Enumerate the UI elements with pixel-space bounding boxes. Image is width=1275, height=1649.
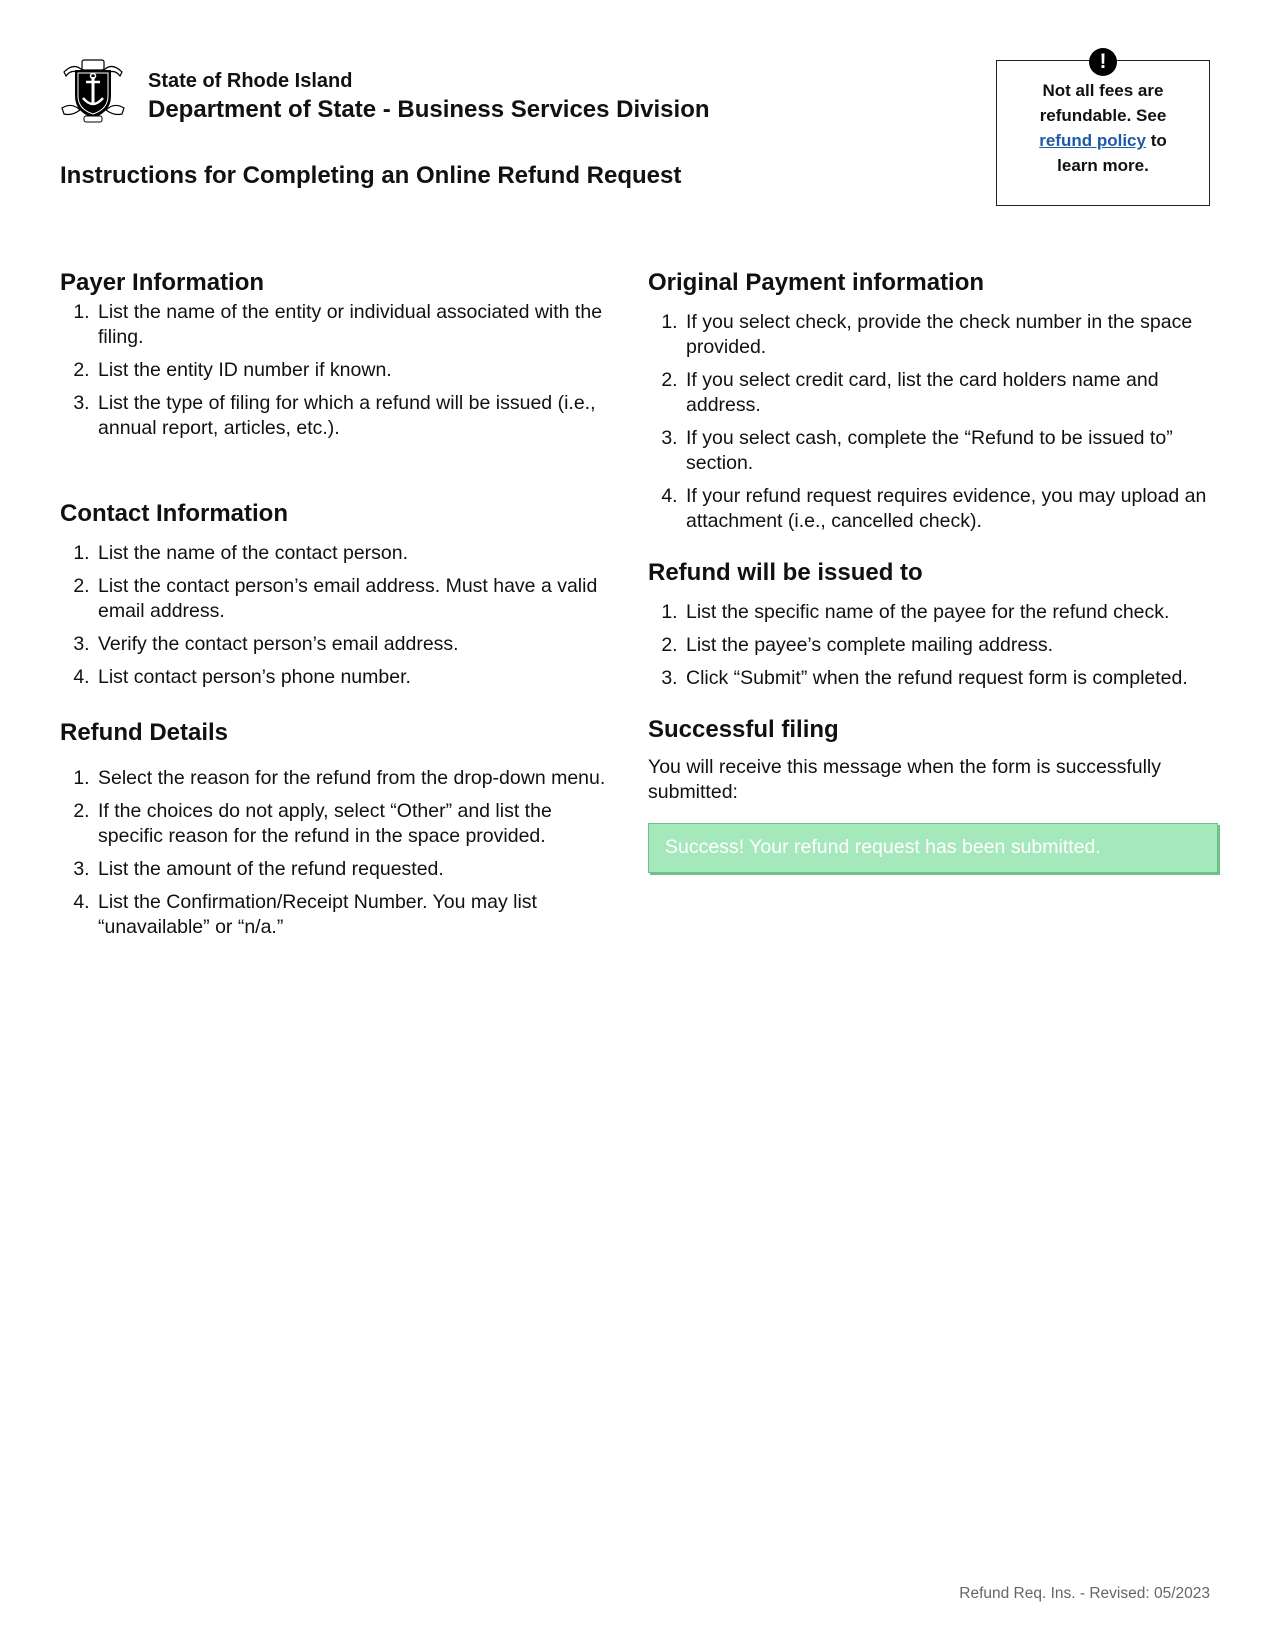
notice-line-2: refundable. See — [1039, 106, 1167, 125]
refund-policy-link[interactable]: refund policy — [1039, 131, 1146, 150]
list-item: 4. If your refund request requires evidence, you may upload an attachment (i.e., cancelled check). — [683, 484, 1218, 534]
org-name-division: Department of State - Business Services Division — [148, 96, 710, 123]
refund-issued-to-heading: Refund will be issued to — [648, 559, 923, 586]
contact-information-heading: Contact Information — [60, 500, 288, 527]
list-item: 1. List the name of the contact person. — [95, 541, 620, 566]
revision-footer: Refund Req. Ins. - Revised: 05/2023 — [959, 1585, 1210, 1602]
refund-details-section — [60, 716, 620, 940]
document-title: Instructions for Completing an Online Refund Request — [60, 162, 682, 189]
contact-information-list — [60, 541, 620, 690]
list-item: 3. List the type of filing for which a refund will be issued (i.e., annual report, articles, etc.). — [95, 391, 620, 441]
list-item: 3. Click “Submit” when the refund request form is completed. — [683, 666, 1218, 691]
contact-information-section — [60, 497, 620, 690]
list-item: 2. List the payee’s complete mailing address. — [683, 633, 1218, 658]
list-item: 4. List the Confirmation/Receipt Number. You may list “unavailable” or “n/a.” — [95, 890, 620, 940]
list-item: 1. List the name of the entity or individual associated with the filing. — [95, 300, 620, 350]
notice-after-link: to — [1145, 131, 1167, 150]
payer-information-list — [60, 300, 620, 441]
refund-details-list — [60, 766, 620, 940]
refund-details-heading: Refund Details — [60, 719, 229, 746]
list-item: 1. If you select check, provide the check number in the space provided. — [683, 310, 1218, 360]
original-payment-heading: Original Payment information — [648, 269, 985, 296]
list-item: 2. If the choices do not apply, select “Other” and list the specific reason for the refund in the space provided. — [95, 799, 620, 849]
success-message-banner: Success! Your refund request has been submitted. — [648, 823, 1218, 873]
successful-filing-heading: Successful filing — [648, 716, 839, 743]
state-seal-logo — [60, 58, 126, 124]
original-payment-list — [648, 310, 1218, 534]
org-name-small: State of Rhode Island — [148, 70, 353, 92]
list-item: 3. List the amount of the refund requested. — [95, 857, 620, 882]
list-item: 2. List the contact person’s email address. Must have a valid email address. — [95, 574, 620, 624]
list-item: 2. If you select credit card, list the card holders name and address. — [683, 368, 1218, 418]
list-item: 3. Verify the contact person’s email address. — [95, 632, 620, 657]
original-payment-section — [648, 266, 1218, 534]
refund-issued-to-section — [648, 556, 1218, 691]
right-column — [648, 266, 1218, 873]
notice-line-4: learn more. — [1057, 156, 1149, 175]
list-item: 2. List the entity ID number if known. — [95, 358, 620, 383]
successful-filing-text: You will receive this message when the form is successfully submitted: — [648, 756, 1161, 803]
list-item: 1. Select the reason for the refund from the drop-down menu. — [95, 766, 620, 791]
payer-information-section — [60, 266, 620, 441]
successful-filing-section — [648, 713, 1218, 873]
refund-notice-box — [996, 50, 1210, 206]
payer-information-heading: Payer Information — [60, 269, 265, 296]
notice-line-1: Not all fees are — [1042, 81, 1164, 100]
left-column — [60, 266, 620, 948]
refund-issued-to-list — [648, 600, 1218, 691]
list-item: 3. If you select cash, complete the “Refund to be issued to” section. — [683, 426, 1218, 476]
list-item: 1. List the specific name of the payee for the refund check. — [683, 600, 1218, 625]
notice-line-3 — [997, 128, 1209, 153]
list-item: 4. List contact person’s phone number. — [95, 665, 620, 690]
exclamation-icon: ! — [1089, 48, 1117, 76]
